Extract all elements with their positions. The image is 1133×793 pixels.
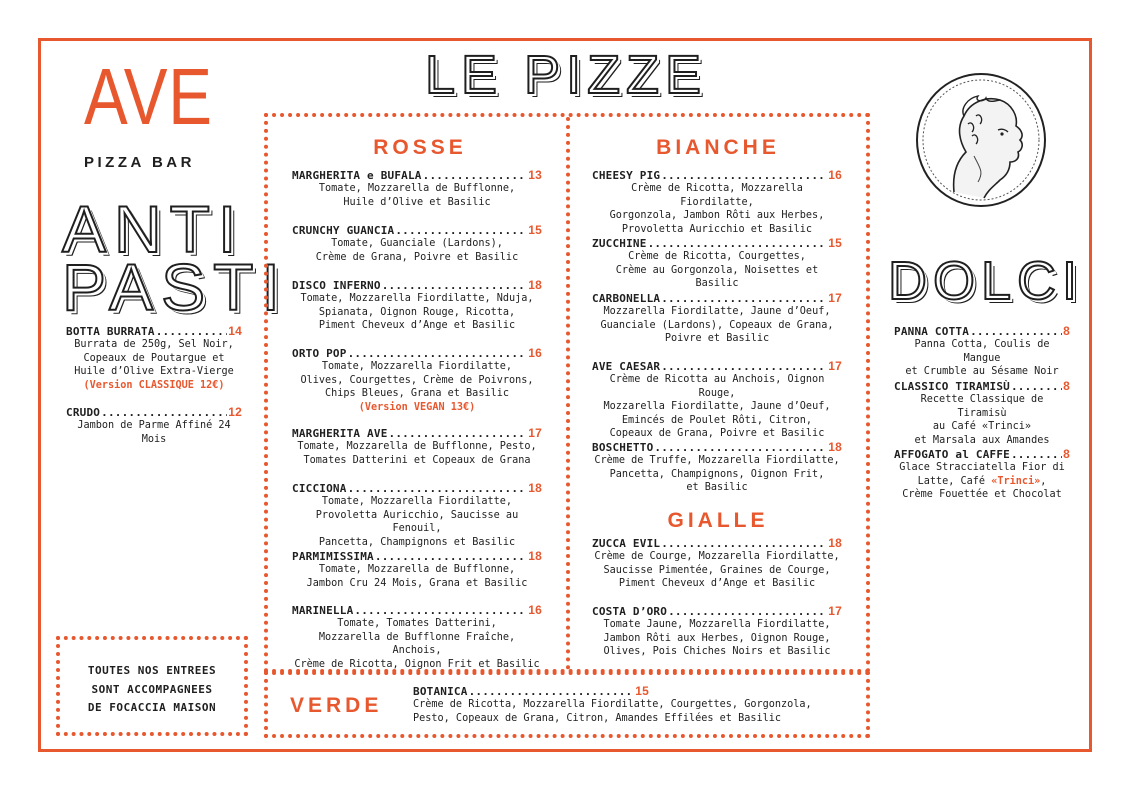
dessert-item: AFFOGATO al CAFFE ..... 8 Glace Stracciatella Fior di Latte, Café «Trinci», Crème Fouettée et Chocolat [894,448,1070,502]
dessert-item: PANNA COTTA ..... 8 Panna Cotta, Coulis de Mangue et Crumble au Sésame Noir [894,325,1070,379]
pizza-item: MARGHERITA e BUFALA ..... 13 Tomate, Mozzarella de Bufflonne, Huile d’Olive et Basilic [292,169,542,209]
antipasti-title-line1: ANTI [62,192,245,266]
dolci-title: DOLCI [888,251,1084,311]
pizza-item: CARBONELLA ..... 17 Mozzarella Fiordilatte, Jaune d’Oeuf, Guanciale (Lardons), Copeaux de Grana, Poivre et Basilic [592,292,842,346]
dessert-item: CLASSICO TIRAMISÙ ..... 8 Recette Classique de Tiramisù au Café «Trinci» et Marsala aux Amandes [894,380,1070,447]
pizza-item: PARMIMISSIMA ..... 18 Tomate, Mozzarella de Bufflonne, Jambon Cru 24 Mois, Grana et Basilic [292,550,542,590]
focaccia-notice-box [56,636,248,736]
antipasto-item: BOTTA BURRATA ..... 14 Burrata de 250g, Sel Noir, Copeaux de Poutargue et Huile d’Olive Extra-Vierge (Version CLASSIQUE 12€) [66,325,242,392]
antipasti-title-line2: PASTI [62,250,288,324]
section-gialle: GIALLE [667,509,769,532]
pizza-item: CHEESY PIG ..... 16 Crème de Ricotta, Mozzarella Fiordilatte, Gorgonzola, Jambon Rôti aux Herbes, Provoletta Auricchio et Basilic [592,169,842,236]
focaccia-notice: TOUTES NOS ENTREES SONT ACCOMPAGNEES DE FOCACCIA MAISON [87,664,217,714]
pizza-item: BOSCHETTO ..... 18 Crème de Truffe, Mozzarella Fiordilatte, Pancetta, Champignons, Oignon Frit, et Basilic [592,441,842,495]
antipasto-item: CRUDO ..... 12 Jambon de Parme Affiné 24 Mois [66,406,242,446]
logo-tagline: PIZZA BAR [84,154,195,171]
pizze-divider [566,117,570,670]
pizze-title: LE PIZZE [425,45,708,105]
section-verde: VERDE [290,694,383,717]
pizza-item: MARGHERITA AVE ..... 17 Tomate, Mozzarella de Bufflonne, Pesto, Tomates Datterini et Copeaux de Grana [292,427,542,467]
pizza-item: CICCIONA ..... 18 Tomate, Mozzarella Fiordilatte, Provoletta Auricchio, Saucisse au Fenouil, Pancetta, Champignons et Basilic [292,482,542,549]
section-rosse: ROSSE [373,136,467,159]
section-bianche: BIANCHE [656,136,780,159]
pizza-item: ZUCCHINE ..... 15 Crème de Ricotta, Courgettes, Crème au Gorgonzola, Noisettes et Basilic [592,237,842,291]
logo [84,52,244,171]
pizza-item: ORTO POP ..... 16 Tomate, Mozzarella Fiordilatte, Olives, Courgettes, Crème de Poivrons, Chips Bleues, Grana et Basilic (Version VEGAN 13€) [292,347,542,414]
pizza-item: AVE CAESAR ..... 17 Crème de Ricotta au Anchois, Oignon Rouge, Mozzarella Fiordilatte, Jaune d’Oeuf, Emincés de Poulet Rôti, Citron, Copeaux de Grana, Poivre et Basilic [592,360,842,440]
pizza-item-verde: BOTANICA ..... 15 Crème de Ricotta, Mozzarella Fiordilatte, Courgettes, Gorgonzola, Pesto, Copeaux de Grana, Citron, Amandes Effilées et Basilic [413,685,853,725]
pizza-item: CRUNCHY GUANCIA ..... 15 Tomate, Guanciale (Lardons), Crème de Grana, Poivre et Basilic [292,224,542,264]
ancient-coin-portrait-icon [914,72,1048,208]
pizza-item: DISCO INFERNO ..... 18 Tomate, Mozzarella Fiordilatte, Nduja, Spianata, Oignon Rouge, Ricotta, Piment Cheveux d’Ange et Basilic [292,279,542,333]
logo-name: AVE [84,52,213,141]
pizza-item: COSTA D’ORO ..... 17 Tomate Jaune, Mozzarella Fiordilatte, Jambon Rôti aux Herbes, Oignon Rouge, Olives, Pois Chiches Noirs et Basilic [592,605,842,659]
pizza-item: MARINELLA ..... 16 Tomate, Tomates Datterini, Mozzarella de Bufflonne Fraîche, Anchois, Crème de Ricotta, Oignon Frit et Basilic [292,604,542,671]
pizza-item: ZUCCA EVIL ..... 18 Crème de Courge, Mozzarella Fiordilatte, Saucisse Pimentée, Graines de Courge, Piment Cheveux d’Ange et Basilic [592,537,842,591]
